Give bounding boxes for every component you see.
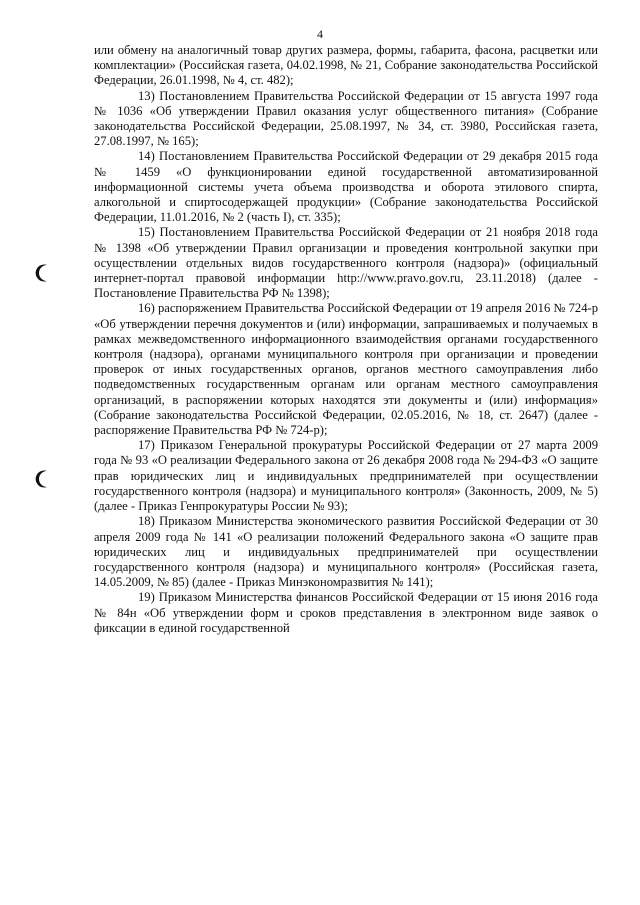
list-item-16: 16) распоряжением Правительства Российской Федерации от 19 апреля 2016 № 724-р «Об утверждении перечня документов и (или) информации, запрашиваемых и получаемых в рамках межведомственного информационного взаимодействия органами государственного контроля (надзора), органами муниципального контроля при организации и проведении проверок от иных государственных органов, органов местного самоуправления либо подведомственных государственным органам или органам местного самоуправления организаций, в распоряжении которых находятся эти документы и (или) информация» (Собрание законодательства Российской Федерации, 02.05.2016, № 18, ст. 2647) (далее - распоряжение Правительства РФ № 724-р); bbox=[94, 301, 598, 438]
list-item-13: 13) Постановлением Правительства Российской Федерации от 15 августа 1997 года № 1036 «Об утверждении Правил оказания услуг общественного питания» (Собрание законодательства Российской Федерации, 25.08.1997, № 34, ст. 3980, Российская газета, 27.08.1997, № 165); bbox=[94, 88, 598, 149]
paragraph-continuation: или обмену на аналогичный товар других размера, формы, габарита, фасона, расцветки или комплектации» (Российская газета, 04.02.1998, № 21, Собрание законодательства Российской Федерации, 26.01.1998, № 4, ст. 482); bbox=[94, 43, 598, 88]
list-item-15: 15) Постановлением Правительства Российской Федерации от 21 ноября 2018 года № 1398 «Об утверждении Правил организации и проведения контрольной закупки при осуществлении отдельных видов государственного контроля (надзора)» (официальный интернет-портал правовой информации http://www.pravo.gov.ru, 23.11.2018) (далее - Постановление Правительства РФ № 1398); bbox=[94, 225, 598, 301]
list-item-17: 17) Приказом Генеральной прокуратуры Российской Федерации от 27 марта 2009 года № 93 «О реализации Федерального закона от 26 декабря 2008 года № 294-ФЗ «О защите прав юридических лиц и индивидуальных предпринимателей при осуществлении государственного контроля (надзора) и муниципального контроля» (Законность, 2009, № 5) (далее - Приказ Генпрокуратуры России № 93); bbox=[94, 438, 598, 514]
binding-hole-crescent-icon bbox=[31, 262, 53, 284]
list-item-18: 18) Приказом Министерства экономического развития Российской Федерации от 30 апреля 2009 года № 141 «О реализации положений Федерального закона «О защите прав юридических лиц и индивидуальных предпринимателей при осуществлении государственного контроля (надзора) и муниципального контроля» (Российская газета, 14.05.2009, № 85) (далее - Приказ Минэкономразвития № 141); bbox=[94, 514, 598, 590]
document-body bbox=[94, 43, 598, 636]
page-number: 4 bbox=[317, 27, 323, 41]
list-item-19: 19) Приказом Министерства финансов Российской Федерации от 15 июня 2016 года № 84н «Об утверждении форм и сроков представления в электронном виде заявок о фиксации в единой государственной bbox=[94, 590, 598, 635]
list-item-14: 14) Постановлением Правительства Российской Федерации от 29 декабря 2015 года № 1459 «О функционировании единой государственной автоматизированной информационной системы учета объема производства и оборота этилового спирта, алкогольной и спиртосодержащей продукции» (Собрание законодательства Российской Федерации, 11.01.2016, № 2 (часть I), ст. 335); bbox=[94, 149, 598, 225]
binding-hole-crescent-icon bbox=[31, 468, 53, 490]
